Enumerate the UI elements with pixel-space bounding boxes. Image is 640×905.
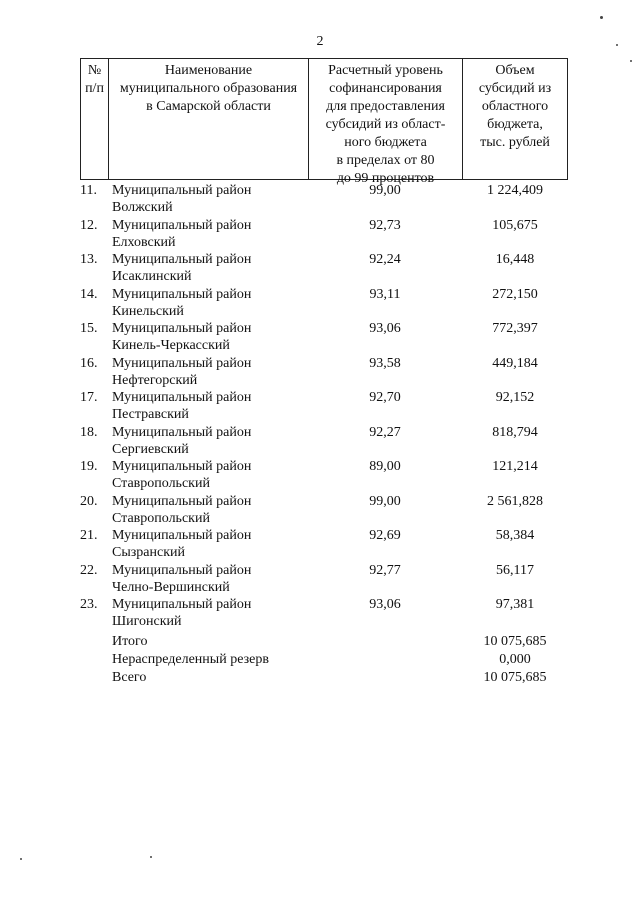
row-name-line-2: Ставропольский bbox=[112, 476, 210, 491]
row-number: 18. bbox=[80, 424, 98, 440]
total-value: 10 075,685 bbox=[483, 634, 547, 649]
table-row bbox=[0, 493, 640, 527]
row-rate: 93,58 bbox=[369, 355, 401, 371]
table-row bbox=[0, 320, 640, 354]
row-name-line-2: Кинельский bbox=[112, 303, 184, 319]
header-num: № п/п bbox=[85, 63, 104, 96]
row-number: 20. bbox=[80, 493, 98, 509]
row-volume: 92,152 bbox=[495, 390, 535, 405]
row-volume: 56,117 bbox=[496, 562, 534, 578]
table-row bbox=[0, 355, 640, 389]
row-name bbox=[112, 217, 312, 251]
row-name bbox=[112, 182, 312, 216]
header-name: Наименование муниципального образования в Самарской области bbox=[119, 63, 298, 114]
table-row bbox=[0, 458, 640, 492]
row-volume: 449,184 bbox=[492, 355, 538, 371]
row-rate: 92,77 bbox=[369, 562, 401, 578]
row-name-line-1: Муниципальный район bbox=[112, 597, 252, 612]
row-volume: 772,397 bbox=[492, 321, 538, 336]
row-name-line-1: Муниципальный район bbox=[112, 424, 252, 440]
row-number: 23. bbox=[80, 597, 98, 612]
row-name bbox=[112, 562, 312, 596]
table-row bbox=[0, 527, 640, 561]
row-name-line-1: Муниципальный район bbox=[112, 493, 252, 509]
row-volume: 16,448 bbox=[495, 252, 535, 267]
row-name-line-1: Муниципальный район bbox=[112, 459, 252, 474]
row-name-line-2: Ставропольский bbox=[112, 510, 210, 526]
row-name bbox=[112, 286, 312, 320]
row-name-line-2: Нефтегорский bbox=[112, 372, 198, 388]
grand-total-row bbox=[0, 669, 640, 686]
row-rate: 92,69 bbox=[369, 528, 401, 543]
header-right-border bbox=[567, 58, 568, 180]
table-header bbox=[80, 58, 568, 186]
row-volume: 97,381 bbox=[495, 597, 535, 612]
row-number: 15. bbox=[80, 321, 98, 336]
table-row bbox=[0, 562, 640, 596]
grand-total-label: Всего bbox=[112, 670, 147, 685]
row-name-line-2: Пестравский bbox=[112, 407, 189, 422]
row-rate: 92,27 bbox=[369, 424, 401, 440]
row-number: 13. bbox=[80, 252, 98, 267]
row-name-line-2: Елховский bbox=[112, 234, 176, 250]
row-name-line-2: Челно-Вершинский bbox=[112, 579, 230, 595]
row-name-line-1: Муниципальный район bbox=[112, 286, 252, 302]
row-name-line-1: Муниципальный район bbox=[112, 562, 252, 578]
row-rate: 92,73 bbox=[369, 217, 401, 233]
row-rate: 89,00 bbox=[369, 459, 401, 474]
row-volume: 105,675 bbox=[492, 217, 538, 233]
row-name-line-1: Муниципальный район bbox=[112, 528, 252, 543]
row-name bbox=[112, 493, 312, 527]
row-rate: 92,24 bbox=[369, 252, 401, 267]
table-row bbox=[0, 217, 640, 251]
row-number: 17. bbox=[80, 390, 98, 405]
total-label: Итого bbox=[112, 634, 148, 649]
row-number: 19. bbox=[80, 459, 98, 474]
table-row bbox=[0, 286, 640, 320]
row-name bbox=[112, 424, 312, 458]
row-rate: 99,00 bbox=[369, 493, 401, 509]
scan-speck bbox=[630, 60, 632, 62]
row-name-line-2: Сергиевский bbox=[112, 441, 189, 457]
row-name bbox=[112, 320, 312, 354]
scan-speck bbox=[20, 858, 22, 860]
row-rate: 93,06 bbox=[369, 321, 401, 336]
row-number: 21. bbox=[80, 528, 98, 543]
reserve-label: Нераспределенный резерв bbox=[112, 652, 269, 667]
header-top-border bbox=[80, 58, 568, 59]
grand-total-value: 10 075,685 bbox=[483, 670, 547, 685]
row-name-line-2: Сызранский bbox=[112, 545, 185, 560]
row-rate: 92,70 bbox=[369, 390, 401, 405]
table-row bbox=[0, 182, 640, 216]
table-row bbox=[0, 389, 640, 423]
reserve-row bbox=[0, 651, 640, 668]
row-name-line-1: Муниципальный район bbox=[112, 252, 252, 267]
table-row bbox=[0, 424, 640, 458]
total-row bbox=[0, 633, 640, 650]
row-volume: 1 224,409 bbox=[487, 183, 543, 198]
page-number: 2 bbox=[316, 34, 324, 49]
row-number: 11. bbox=[80, 183, 97, 198]
row-name-line-2: Кинель-Черкасский bbox=[112, 338, 230, 353]
row-name-line-1: Муниципальный район bbox=[112, 355, 252, 371]
row-name bbox=[112, 389, 312, 423]
scan-speck bbox=[616, 44, 618, 46]
row-name bbox=[112, 596, 312, 630]
row-name-line-1: Муниципальный район bbox=[112, 217, 252, 233]
row-number: 14. bbox=[80, 286, 98, 302]
scan-speck bbox=[150, 856, 152, 858]
row-name-line-1: Муниципальный район bbox=[112, 390, 252, 405]
header-rate: Расчетный уровень софинансирования для предоставления субсидий из област- ного бюджета в пределах от 80 до 99 процентов bbox=[325, 63, 446, 186]
row-name-line-2: Волжский bbox=[112, 200, 173, 215]
reserve-value: 0,000 bbox=[499, 652, 531, 667]
row-volume: 58,384 bbox=[495, 528, 535, 543]
header-volume: Объем субсидий из областного бюджета, тыс. рублей bbox=[478, 63, 552, 150]
row-name bbox=[112, 355, 312, 389]
row-number: 12. bbox=[80, 217, 98, 233]
row-name bbox=[112, 251, 312, 285]
table-row bbox=[0, 251, 640, 285]
row-name bbox=[112, 458, 312, 492]
row-rate: 93,11 bbox=[369, 286, 401, 302]
row-name-line-1: Муниципальный район bbox=[112, 321, 252, 336]
row-rate: 93,06 bbox=[369, 597, 401, 612]
row-name-line-2: Шигонский bbox=[112, 614, 182, 629]
row-volume: 272,150 bbox=[492, 286, 538, 302]
row-name-line-2: Исаклинский bbox=[112, 269, 192, 284]
row-number: 16. bbox=[80, 355, 98, 371]
row-volume: 818,794 bbox=[492, 424, 538, 440]
row-name-line-1: Муниципальный район bbox=[112, 183, 252, 198]
scan-speck bbox=[600, 16, 603, 19]
row-volume: 121,214 bbox=[492, 459, 538, 474]
row-rate: 99,00 bbox=[369, 183, 401, 198]
row-volume: 2 561,828 bbox=[487, 493, 543, 509]
table-row bbox=[0, 596, 640, 630]
row-number: 22. bbox=[80, 562, 98, 578]
row-name bbox=[112, 527, 312, 561]
